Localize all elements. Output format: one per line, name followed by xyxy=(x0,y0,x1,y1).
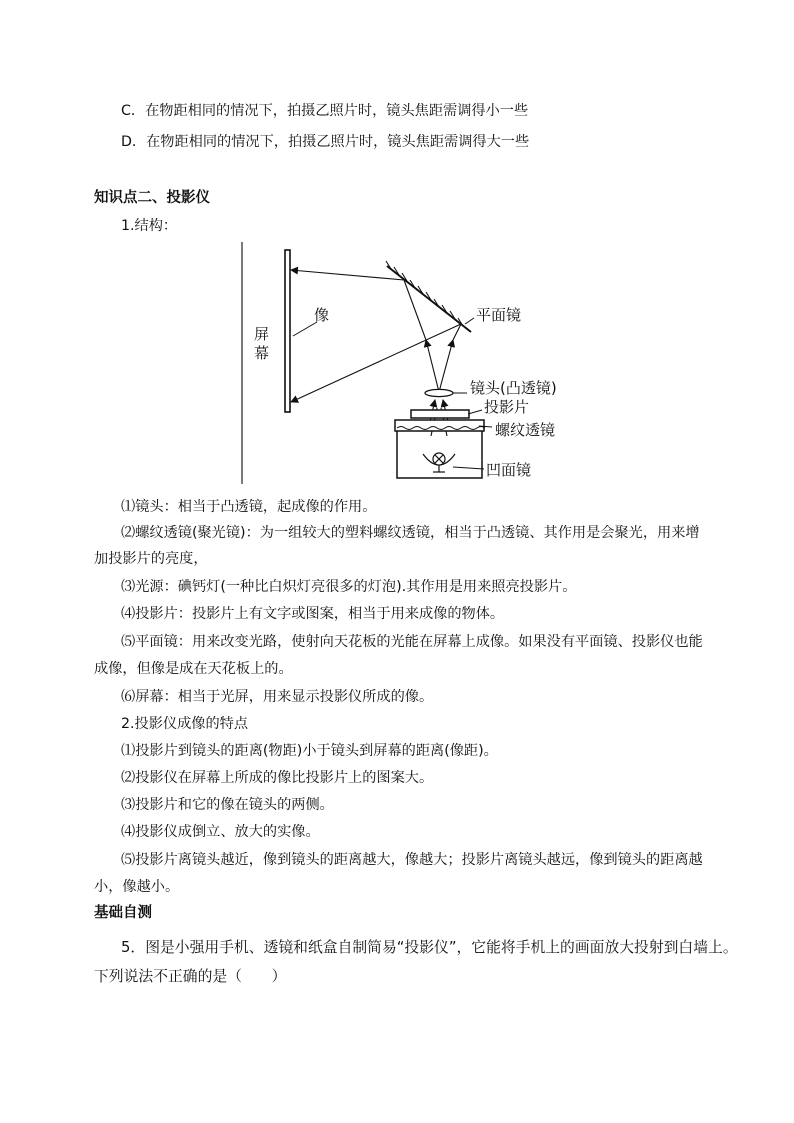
mirror-pointer xyxy=(465,318,474,324)
part-mirror-2: 成像，但像是成在天花板上的。 xyxy=(94,661,293,677)
feature-3: ⑶投影片和它的像在镜头的两侧。 xyxy=(121,797,334,813)
section-title: 知识点二、投影仪 xyxy=(94,190,210,206)
part-light-source: ⑶光源：碘钙灯(一种比白炽灯亮很多的灯泡).其作用是用来照亮投影片。 xyxy=(121,579,577,595)
slide-pointer xyxy=(468,410,482,414)
feature-5a: ⑸投影片离镜头越近，像到镜头的距离越大，像越大；投影片离镜头越远，像到镜头的距离越 xyxy=(121,852,703,868)
question-5-line-1: 5．图是小强用手机、透镜和纸盒自制简易“投影仪”，它能将手机上的画面放大投射到白墙上。 xyxy=(121,939,738,956)
slide-label: 投影片 xyxy=(484,398,530,416)
screen-label-top: 屏 xyxy=(254,325,270,343)
structure-heading: 1.结构： xyxy=(121,218,178,234)
part-lens: ⑴镜头：相当于凸透镜，起成像的作用。 xyxy=(121,499,377,515)
feature-2: ⑵投影仪在屏幕上所成的像比投影片上的图案大。 xyxy=(121,770,434,786)
part-mirror-1: ⑸平面镜：用来改变光路，使射向天花板的光能在屏幕上成像。如果没有平面镜、投影仪也能 xyxy=(121,634,703,650)
fresnel-label: 螺纹透镜 xyxy=(495,421,556,439)
screen-label-bottom: 幕 xyxy=(254,344,270,362)
part-screen: ⑹屏幕：相当于光屏，用来显示投影仪所成的像。 xyxy=(121,689,434,705)
part-fresnel-1: ⑵螺纹透镜(聚光镜)：为一组较大的塑料螺纹透镜，相当于凸透镜、其作用是会聚光，用来增 xyxy=(121,525,700,541)
plane-mirror xyxy=(386,261,471,332)
image-label: 像 xyxy=(314,306,330,324)
feature-1: ⑴投影片到镜头的距离(物距)小于镜头到屏幕的距离(像距)。 xyxy=(121,743,498,759)
features-heading: 2.投影仪成像的特点 xyxy=(121,716,249,732)
part-fresnel-2: 加投影片的亮度， xyxy=(94,551,208,567)
lens-label: 镜头(凸透镜) xyxy=(470,379,557,397)
concave-label: 凹面镜 xyxy=(486,461,532,479)
option-d: D．在物距相同的情况下，拍摄乙照片时，镜头焦距需调得大一些 xyxy=(121,134,530,150)
concave-pointer xyxy=(453,467,484,469)
feature-5b: 小，像越小。 xyxy=(94,879,180,895)
screen xyxy=(285,250,290,412)
mirror-label: 平面镜 xyxy=(476,306,522,324)
projector-diagram xyxy=(241,240,577,486)
question-5-line-2: 下列说法不正确的是（ ） xyxy=(94,968,287,985)
image-pointer xyxy=(293,322,317,336)
feature-4: ⑷投影仪成倒立、放大的实像。 xyxy=(121,824,320,840)
part-slide: ⑷投影片：投影片上有文字或图案，相当于用来成像的物体。 xyxy=(121,606,505,622)
option-c: C．在物距相同的情况下，拍摄乙照片时，镜头焦距需调得小一些 xyxy=(121,103,529,119)
self-test-heading: 基础自测 xyxy=(94,905,152,921)
lamp xyxy=(423,453,455,472)
convex-lens xyxy=(425,389,453,396)
